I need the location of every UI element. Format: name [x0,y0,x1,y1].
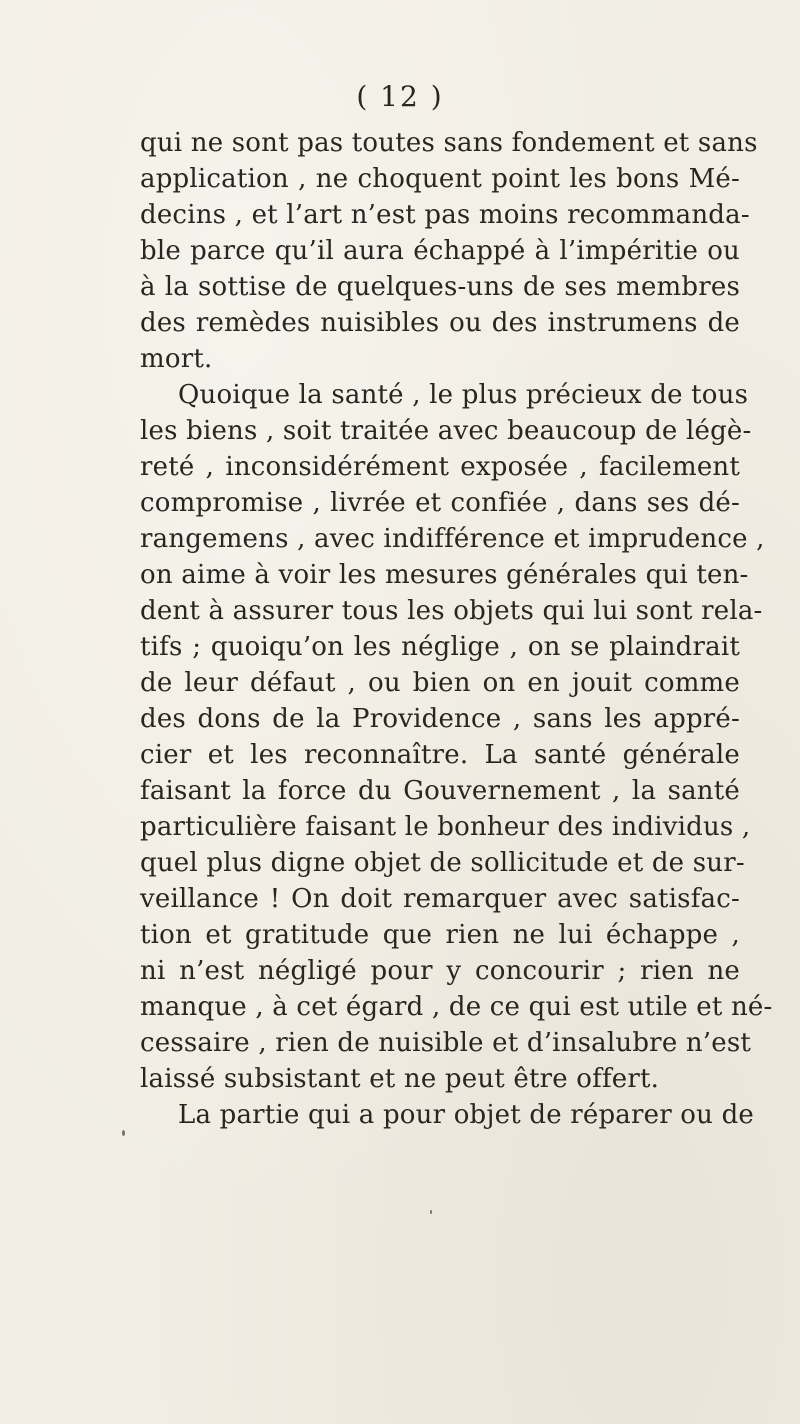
text-line: des remèdes nuisibles ou des instrumens de [140,308,740,338]
paper-speck [122,1130,125,1136]
text-line: des dons de la Providence , sans les appré- [140,704,740,734]
text-line: rangemens , avec indifférence et imprudence , [140,524,765,554]
text-line: de leur défaut , ou bien on en jouit comme [140,668,740,698]
text-line: on aime à voir les mesures générales qui ten- [140,560,749,590]
text-line: cessaire , rien de nuisible et d’insalubre n’est [140,1028,752,1058]
text-line: tion et gratitude que rien ne lui échappe , [140,920,740,950]
body-text [140,125,773,1133]
paper-speck [430,1210,432,1214]
text-line: veillance ! On doit remarquer avec satisfac- [140,884,740,914]
paragraph-start-line: Quoique la santé , le plus précieux de tous [178,380,749,410]
text-line: cier et les reconnaître. La santé générale [140,740,740,770]
text-line: application , ne choquent point les bons Mé- [140,164,740,194]
text-line: manque , à cet égard , de ce qui est utile et né- [140,992,773,1022]
paragraph-start-line: La partie qui a pour objet de réparer ou de [178,1100,755,1130]
text-line: les biens , soit traitée avec beaucoup de légè- [140,416,752,446]
text-line: particulière faisant le bonheur des individus , [140,812,751,842]
text-line: qui ne sont pas toutes sans fondement et sans [140,128,758,158]
text-line: à la sottise de quelques-uns de ses membres [140,272,740,302]
page-number: ( 12 ) [356,80,444,113]
text-line: compromise , livrée et confiée , dans ses dé- [140,488,740,518]
paragraph-end-line: mort. [140,344,213,374]
text-line: faisant la force du Gouvernement , la santé [140,776,740,806]
text-line: tifs ; quoiqu’on les néglige , on se plaindrait [140,632,740,662]
text-line: ni n’est négligé pour y concourir ; rien ne [140,956,740,986]
text-line: quel plus digne objet de sollicitude et de sur- [140,848,745,878]
text-line: ble parce qu’il aura échappé à l’impéritie ou [140,236,740,266]
text-line: reté , inconsidérément exposée , facilement [140,452,740,482]
text-line: decins , et l’art n’est pas moins recommanda- [140,200,750,230]
paragraph-end-line: laissé subsistant et ne peut être offert. [140,1064,660,1094]
text-line: dent à assurer tous les objets qui lui sont rela- [140,596,763,626]
